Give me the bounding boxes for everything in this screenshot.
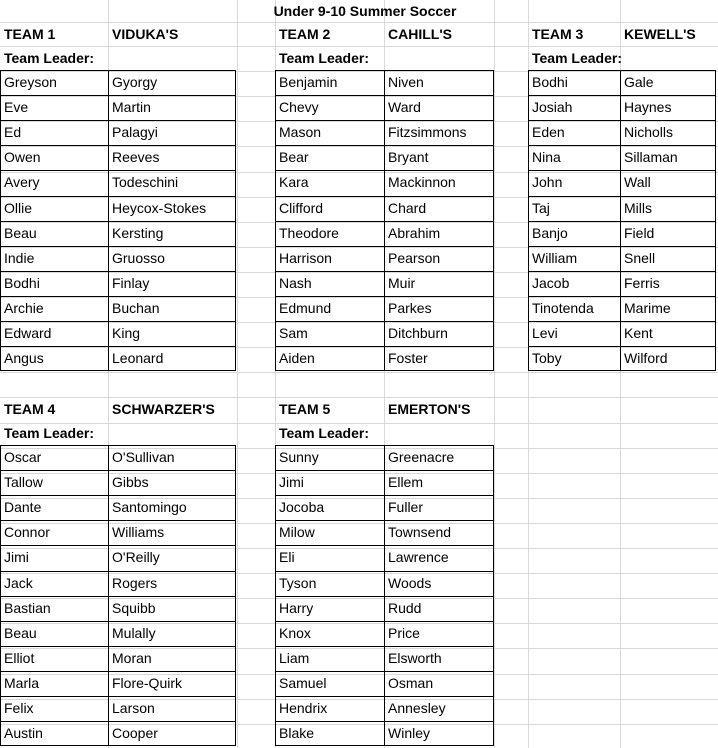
player-last-name[interactable]: Kent [624,325,653,341]
player-last-name[interactable]: Field [624,225,655,241]
player-last-name[interactable]: Niven [388,74,424,90]
player-first-name[interactable]: Samuel [279,675,327,691]
player-first-name[interactable]: Elliot [4,650,35,666]
player-last-name[interactable]: Greenacre [388,449,455,465]
player-first-name[interactable]: Theodore [279,225,339,241]
player-first-name[interactable]: Avery [4,174,40,190]
team-leader-label[interactable]: Team Leader: [279,425,369,441]
player-first-name[interactable]: Bastian [4,600,51,616]
player-last-name[interactable]: Lawrence [388,549,449,565]
player-first-name[interactable]: Levi [532,325,558,341]
player-first-name[interactable]: Bodhi [4,275,40,291]
player-last-name[interactable]: Price [388,625,420,641]
player-last-name[interactable]: Rudd [388,600,422,616]
team-label[interactable]: TEAM 4 [4,401,56,417]
player-last-name[interactable]: Osman [388,675,434,691]
player-first-name[interactable]: Archie [4,300,44,316]
player-last-name[interactable]: Gyorgy [112,74,158,90]
player-first-name[interactable]: Indie [4,250,35,266]
player-last-name[interactable]: Palagyi [112,124,158,140]
player-last-name[interactable]: Moran [112,650,152,666]
player-last-name[interactable]: Leonard [112,350,164,366]
player-last-name[interactable]: Parkes [388,300,432,316]
player-first-name[interactable]: Nash [279,275,312,291]
team-label[interactable]: TEAM 5 [279,401,331,417]
gridline-vertical [237,0,238,748]
player-first-name[interactable]: Jack [4,575,33,591]
player-last-name[interactable]: Muir [388,275,416,291]
player-first-name[interactable]: Tinotenda [532,300,594,316]
team-label[interactable]: TEAM 3 [532,26,584,42]
team-name[interactable]: CAHILL'S [388,26,452,42]
player-last-name[interactable]: O'Reilly [112,549,160,565]
team-label[interactable]: TEAM 1 [4,26,56,42]
player-last-name[interactable]: Woods [388,575,432,591]
player-first-name[interactable]: Benjamin [279,74,338,90]
player-first-name[interactable]: Tallow [4,474,43,490]
player-last-name[interactable]: Gibbs [112,474,149,490]
player-last-name[interactable]: Buchan [112,300,160,316]
player-last-name[interactable]: King [112,325,141,341]
player-last-name[interactable]: Annesley [388,700,446,716]
player-last-name[interactable]: Foster [388,350,428,366]
player-first-name[interactable]: Chevy [279,99,319,115]
player-first-name[interactable]: Sam [279,325,308,341]
player-first-name[interactable]: Oscar [4,449,42,465]
player-first-name[interactable]: Tyson [279,575,317,591]
player-last-name[interactable]: Mills [624,200,652,216]
player-last-name[interactable]: Winley [388,725,431,741]
player-last-name[interactable]: Chard [388,200,427,216]
player-first-name[interactable]: Knox [279,625,311,641]
player-last-name[interactable]: Nicholls [624,124,674,140]
player-first-name[interactable]: Josiah [532,99,573,115]
player-first-name[interactable]: Toby [532,350,562,366]
player-first-name[interactable]: Clifford [279,200,324,216]
player-first-name[interactable]: Jocoba [279,499,325,515]
team-name[interactable]: EMERTON'S [388,401,471,417]
player-last-name[interactable]: Snell [624,250,656,266]
player-first-name[interactable]: Ed [4,124,22,140]
player-last-name[interactable]: Gruosso [112,250,165,266]
player-first-name[interactable]: Jacob [532,275,570,291]
player-first-name[interactable]: Austin [4,725,43,741]
player-last-name[interactable]: Finlay [112,275,150,291]
player-first-name[interactable]: John [532,174,563,190]
player-first-name[interactable]: Eli [279,549,295,565]
player-last-name[interactable]: Squibb [112,600,156,616]
player-first-name[interactable]: Harrison [279,250,332,266]
player-last-name[interactable]: O'Sullivan [112,449,175,465]
player-first-name[interactable]: Blake [279,725,315,741]
player-first-name[interactable]: Bodhi [532,74,568,90]
player-first-name[interactable]: Banjo [532,225,568,241]
player-first-name[interactable]: Milow [279,524,315,540]
player-last-name[interactable]: Marime [624,300,671,316]
team-leader-label[interactable]: Team Leader: [279,50,369,66]
player-last-name[interactable]: Martin [112,99,151,115]
player-last-name[interactable]: Mackinnon [388,174,456,190]
player-first-name[interactable]: Eden [532,124,565,140]
player-first-name[interactable]: Eve [4,99,29,115]
player-last-name[interactable]: Abrahim [388,225,441,241]
player-last-name[interactable]: Wall [624,174,651,190]
player-last-name[interactable]: Ditchburn [388,325,448,341]
gridline-horizontal [0,372,718,373]
team-leader-label[interactable]: Team Leader: [4,50,94,66]
player-last-name[interactable]: Bryant [388,149,429,165]
player-last-name[interactable]: Kersting [112,225,164,241]
team-name[interactable]: SCHWARZER'S [112,401,215,417]
player-last-name[interactable]: Sillaman [624,149,678,165]
player-last-name[interactable]: Ward [388,99,421,115]
gridline-vertical [494,0,495,748]
player-first-name[interactable]: Taj [532,200,550,216]
player-last-name[interactable]: Wilford [624,350,668,366]
player-last-name[interactable]: Larson [112,700,155,716]
player-first-name[interactable]: Mason [279,124,322,140]
team-leader-label[interactable]: Team Leader: [4,425,94,441]
player-first-name[interactable]: Edward [4,325,52,341]
player-first-name[interactable]: Hendrix [279,700,328,716]
player-first-name[interactable]: Kara [279,174,309,190]
player-last-name[interactable]: Williams [112,524,165,540]
player-first-name[interactable]: Bear [279,149,309,165]
player-last-name[interactable]: Gale [624,74,654,90]
player-last-name[interactable]: Reeves [112,149,160,165]
player-first-name[interactable]: Dante [4,499,42,515]
player-first-name[interactable]: Ollie [4,200,33,216]
player-first-name[interactable]: Connor [4,524,50,540]
team-name[interactable]: KEWELL'S [624,26,696,42]
player-last-name[interactable]: Pearson [388,250,441,266]
player-first-name[interactable]: Aiden [279,350,315,366]
player-last-name[interactable]: Rogers [112,575,158,591]
player-last-name[interactable]: Heycox-Stokes [112,200,207,216]
team-leader-label[interactable]: Team Leader: [532,50,622,66]
player-last-name[interactable]: Elsworth [388,650,442,666]
player-last-name[interactable]: Mulally [112,625,156,641]
player-first-name[interactable]: William [532,250,578,266]
player-last-name[interactable]: Ellem [388,474,424,490]
player-last-name[interactable]: Fitzsimmons [388,124,467,140]
player-first-name[interactable]: Sunny [279,449,319,465]
player-first-name[interactable]: Harry [279,600,314,616]
player-first-name[interactable]: Felix [4,700,34,716]
player-last-name[interactable]: Santomingo [112,499,187,515]
sheet-title[interactable]: Under 9-10 Summer Soccer [273,3,457,19]
team-name[interactable]: VIDUKA'S [112,26,179,42]
player-first-name[interactable]: Nina [532,149,561,165]
player-first-name[interactable]: Owen [4,149,41,165]
player-last-name[interactable]: Todeschini [112,174,179,190]
player-last-name[interactable]: Cooper [112,725,158,741]
player-last-name[interactable]: Ferris [624,275,660,291]
team-label[interactable]: TEAM 2 [279,26,331,42]
player-first-name[interactable]: Liam [279,650,310,666]
player-first-name[interactable]: Beau [4,225,37,241]
player-first-name[interactable]: Jimi [4,549,29,565]
player-last-name[interactable]: Flore-Quirk [112,675,183,691]
player-first-name[interactable]: Angus [4,350,44,366]
player-first-name[interactable]: Marla [4,675,40,691]
player-last-name[interactable]: Haynes [624,99,672,115]
player-first-name[interactable]: Greyson [4,74,57,90]
player-first-name[interactable]: Edmund [279,300,332,316]
player-last-name[interactable]: Fuller [388,499,424,515]
player-last-name[interactable]: Townsend [388,524,452,540]
player-first-name[interactable]: Jimi [279,474,304,490]
player-first-name[interactable]: Beau [4,625,37,641]
